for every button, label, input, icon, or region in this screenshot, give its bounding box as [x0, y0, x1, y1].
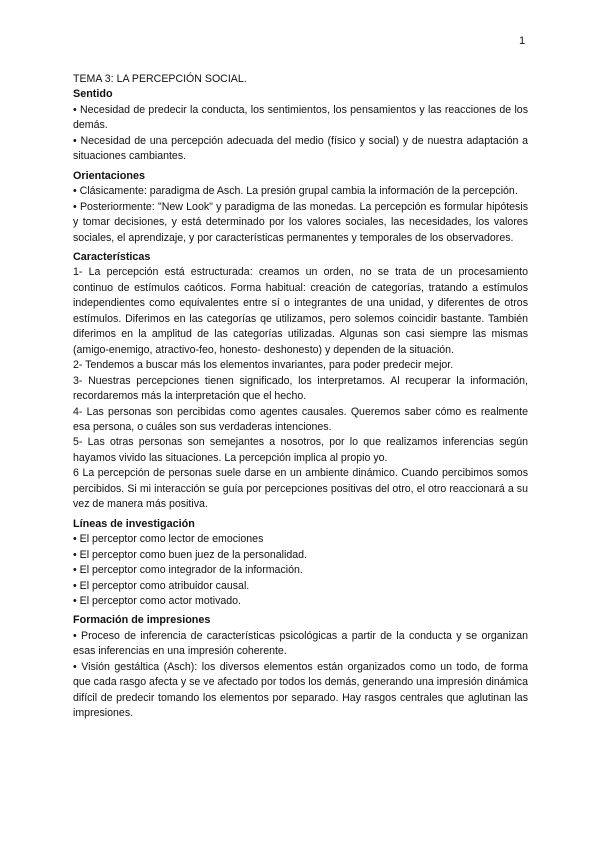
paragraph: • Clásicamente: paradigma de Asch. La presión grupal cambia la información de la percepción. — [73, 185, 518, 198]
section — [73, 250, 528, 513]
paragraph: 2- Tendemos a buscar más los elementos invariantes, para poder predecir mejor. — [73, 359, 454, 372]
section — [73, 169, 528, 246]
paragraph: • Necesidad de una percepción adecuada del medio (físico y social) y de nuestra adaptación a situaciones cambiantes. — [73, 134, 528, 163]
section — [73, 87, 528, 164]
section — [73, 517, 528, 610]
paragraph: 1- La percepción está estructurada: creamos un orden, no se trata de un procesamiento continuo de estímulos caóticos. Forma habitual: creación de categorías, tratando a estímulos independientes como equivalentes entre sí o integrantes de una unidad, y diferentes de otros estímulos. Diferimos en las categorías qe utilizamos, pero solemos coincidir bastante. También diferimos en la amplitud de las categorías utilizadas. Algunas son casi siempre las mismas (amigo-enemigo, atractivo-feo, honesto- deshonesto) y dependen de la situación. — [73, 266, 528, 356]
section-heading: Formación de impresiones — [73, 614, 211, 627]
paragraph: 3- Nuestras percepciones tienen significado, los interpretamos. Al recuperar la información, recordaremos más la interpretación que el hecho. — [73, 374, 528, 403]
section-heading: Sentido — [73, 88, 113, 101]
page-number: 1 — [519, 35, 526, 47]
section — [73, 613, 528, 721]
section-heading: Orientaciones — [73, 169, 146, 182]
paragraph: • El perceptor como actor motivado. — [73, 594, 241, 607]
section-heading: Características — [73, 250, 151, 263]
document-title: TEMA 3: LA PERCEPCIÓN SOCIAL. — [73, 73, 247, 85]
section-heading: Líneas de investigación — [73, 517, 195, 530]
paragraph: 6 La percepción de personas suele darse en un ambiente dinámico. Cuando percibimos somos percibidos. Si mi interacción se guía por percepciones positivas del otro, el otro reaccionará a su vez de manera más positiva. — [73, 467, 528, 511]
paragraph: 4- Las personas son percibidas como agentes causales. Queremos saber cómo es realmente esa persona, o cuáles son sus verdaderas intenciones. — [73, 405, 528, 433]
paragraph: 5- Las otras personas son semejantes a nosotros, por lo que realizamos inferencias según hayamos vivido las situaciones. La percepción implica al propio yo. — [73, 436, 528, 464]
paragraph: • El perceptor como buen juez de la personalidad. — [73, 548, 307, 561]
paragraph: • Necesidad de predecir la conducta, los sentimientos, los pensamientos y las reacciones de los demás. — [73, 103, 528, 132]
paragraph: • Visión gestáltica (Asch): los diversos elementos están organizados como un todo, de forma que cada rasgo afecta y se ve afectado por todos los demás, generando una impresión dinámica difícil de predecir tomando los elementos por separado. Hay rasgos centrales que aglutinan las impresiones. — [73, 660, 528, 720]
document-body — [73, 72, 528, 722]
paragraph: • Posteriormente: "New Look" y paradigma de las monedas. La percepción es formular hipótesis y tomar decisiones, y está determinado por los valores sociales, las necesidades, los valores sociales, el aprendizaje, y por características permanentes y temporales de los observadores. — [73, 200, 528, 244]
paragraph: • El perceptor como lector de emociones — [73, 533, 264, 546]
paragraph: • Proceso de inferencia de características psicológicas a partir de la conducta y se organizan esas inferencias en una impresión coherente. — [73, 629, 528, 658]
paragraph: • El perceptor como atribuidor causal. — [73, 579, 250, 592]
sections — [73, 87, 528, 721]
paragraph: • El perceptor como integrador de la información. — [73, 564, 303, 577]
